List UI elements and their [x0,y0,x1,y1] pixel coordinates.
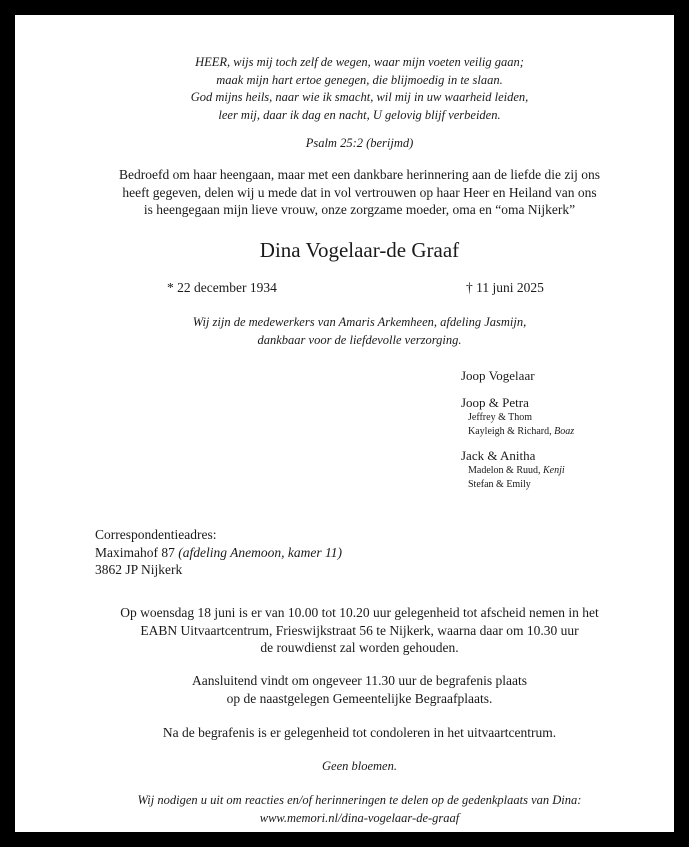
family-member-name: Jeffrey & Thom [468,412,533,423]
psalm-line: leer mij, daar ik dag en nacht, U gelovig blijf verbeiden. [218,107,501,122]
memorial-text [45,792,674,827]
no-flowers-text: Geen bloemen. [322,759,397,773]
farewell-line: EABN Uitvaartcentrum, Frieswijkstraat 56 te Nijkerk, waarna daar om 10.30 uur [140,622,579,638]
birth-date: * 22 december 1934 [167,280,277,295]
intro-line: Bedroefd om haar heengaan, maar met een dankbare herinnering aan de liefde die zij ons [119,167,600,182]
farewell-line: Op woensdag 18 juni is er van 10.00 tot 10.20 uur gelegenheid tot afscheid nemen in het [120,605,599,620]
family-group [461,447,689,492]
staff-line: Wij zijn de medewerkers van Amaris Arkemheen, afdeling Jasmijn, [192,315,527,329]
family-member [461,425,689,439]
family-member-name: Madelon & Ruud, [468,465,543,476]
burial-line: Aansluitend vindt om ongeveer 11.30 uur de begrafenis plaats [191,673,528,688]
farewell-text [45,604,674,657]
intro-line: is heengegaan mijn lieve vrouw, onze zorgzame moeder, oma en “oma Nijkerk” [143,202,576,217]
correspondence-label: Correspondentieadres: [95,527,217,542]
family-member [461,478,689,492]
intro-line: heeft gegeven, delen wij u mede dat in vol vertrouwen op haar Heer en Heiland van ons [122,184,597,200]
staff-thanks [45,314,674,349]
psalm-line: HEER, wijs mij toch zelf de wegen, waar mijn voeten veilig gaan; [195,55,524,69]
psalm-verse [45,54,674,124]
family-member-child: Kenji [543,465,565,476]
staff-line: dankbaar voor de liefdevolle verzorging. [257,332,462,347]
memorial-url[interactable]: www.memori.nl/dina-vogelaar-de-graaf [259,810,460,825]
family-member-child: Boaz [554,426,575,437]
family-group [461,394,689,439]
psalm-line: God mijns heils, naar wie ik smacht, wil mij in uw waarheid leiden, [190,90,529,104]
correspondence-address [95,526,342,579]
intro-text [45,166,674,219]
family-member-name: Stefan & Emily [468,479,531,490]
family-member-name: Kayleigh & Richard, [468,426,555,437]
condolence-text: Na de begrafenis is er gelegenheid tot condoleren in het uitvaartcentrum. [162,725,557,740]
family-group-name: Jack & Anitha [461,448,536,463]
psalm-line: maak mijn hart ertoe genegen, die blijmoedig in te slaan. [216,72,503,87]
death-date: † 11 juni 2025 [466,280,544,295]
street-note: (afdeling Anemoon, kamer 11) [178,544,342,560]
burial-text [45,672,674,707]
correspondence-city: 3862 JP Nijkerk [95,562,183,577]
family-spouse-group [461,367,689,384]
family-list [461,367,689,500]
psalm-reference: Psalm 25:2 (berijmd) [305,136,414,150]
family-member [461,411,689,425]
family-spouse: Joop Vogelaar [461,368,535,383]
farewell-line: de rouwdienst zal worden gehouden. [260,640,459,655]
memorial-line: Wij nodigen u uit om reacties en/of herinneringen te delen op de gedenkplaats van Dina: [137,793,582,807]
burial-line: op de naastgelegen Gemeentelijke Begraafplaats. [226,690,493,706]
street-text: Maximahof 87 [95,544,179,560]
correspondence-street [95,544,342,562]
family-group-name: Joop & Petra [461,395,529,410]
deceased-name: Dina Vogelaar-de Graaf [259,238,460,262]
family-member [461,464,689,478]
